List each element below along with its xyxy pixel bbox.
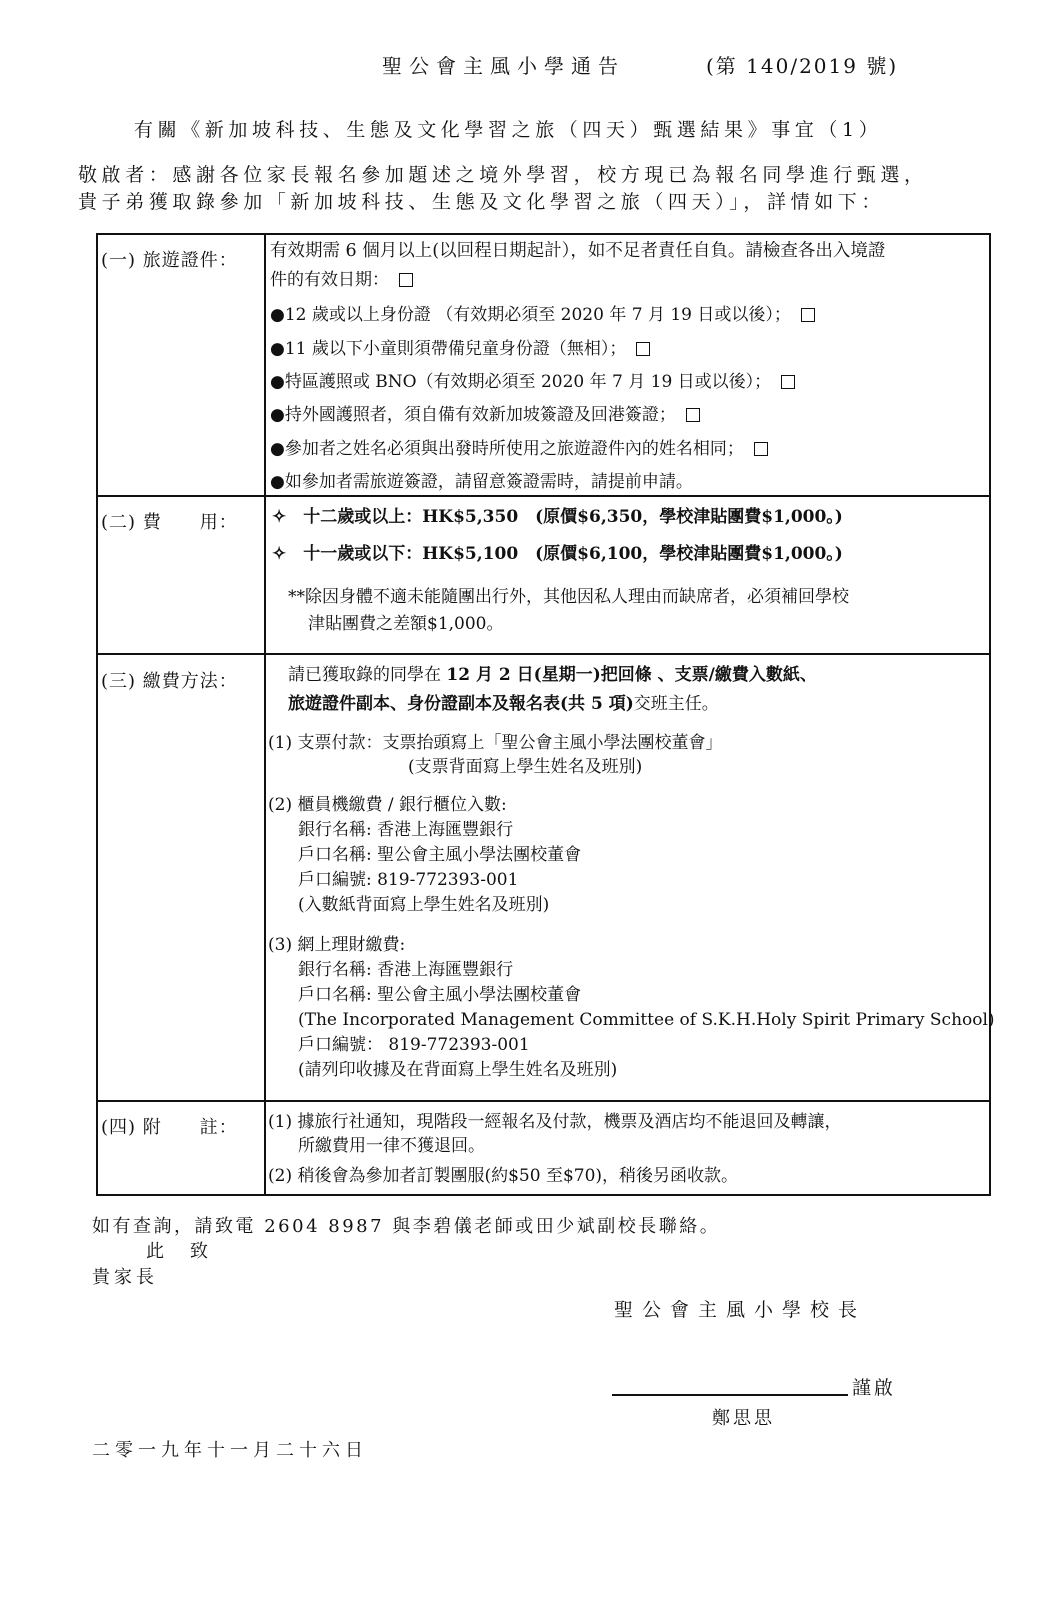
online-heading: (3) 網上理財繳費:	[268, 935, 406, 955]
note-2: (2) 稍後會為參加者訂製團服(約$50 至$70)，稍後另函收款。	[268, 1166, 739, 1186]
online-bank-name: 銀行名稱: 香港上海匯豐銀行	[298, 960, 514, 980]
atm-bank-name: 銀行名稱: 香港上海匯豐銀行	[298, 820, 514, 840]
payment-instruction-2: 旅遊證件副本、身份證副本及報名表(共 5 項)交班主任。	[288, 694, 719, 714]
notes-label: (四) 附 註：	[101, 1117, 238, 1138]
atm-account-number: 戶口編號: 819-772393-001	[298, 870, 519, 890]
travel-docs-line-2: 件的有效日期：	[270, 268, 413, 292]
note-1-line-1: (1) 據旅行社通知，現階段一經報名及付款，機票及酒店均不能退回及轉讓，	[268, 1112, 842, 1132]
atm-heading: (2) 櫃員機繳費 / 銀行櫃位入數:	[268, 795, 507, 815]
intro-line-1: 敬啟者：感謝各位家長報名參加題述之境外學習，校方現已為報名同學進行甄選，	[78, 164, 928, 186]
closing-cizhi: 此 致	[146, 1241, 212, 1262]
atm-note: (入數紙背面寫上學生姓名及班別)	[298, 895, 550, 915]
cheque-line-1: (1) 支票付款：支票抬頭寫上「聖公會主風小學法團校董會」	[268, 733, 723, 753]
fee-note-line-2: 津貼團費之差額$1,000。	[308, 614, 504, 634]
cheque-line-2: (支票背面寫上學生姓名及班別)	[408, 757, 643, 777]
checkbox[interactable]	[686, 408, 700, 422]
atm-account-name: 戶口名稱: 聖公會主風小學法團校董會	[298, 845, 582, 865]
intro-line-2: 貴子弟獲取錄參加「新加坡科技、生態及文化學習之旅（四天）」，詳情如下：	[78, 191, 886, 213]
fee-item-2: ✧ 十一歲或以下：HK$5,100 (原價$6,100，學校津貼團費$1,000。)	[272, 544, 843, 564]
payment-label: (三) 繳費方法：	[101, 671, 238, 692]
note-1-line-2: 所繳費用一律不獲退回。	[298, 1136, 485, 1156]
notice-date: 二零一九年十一月二十六日	[92, 1440, 368, 1461]
travel-docs-item-5: ●參加者之姓名必須與出發時所使用之旅遊證件內的姓名相同；	[270, 437, 768, 461]
travel-docs-item-4: ●持外國護照者，須自備有效新加坡簽證及回港簽證；	[270, 403, 700, 427]
travel-docs-item-1: ●12 歲或以上身份證 （有效期必須至 2020 年 7 月 19 日或以後）；	[270, 303, 815, 327]
notice-number: (第 140/2019 號)	[706, 54, 899, 78]
online-account-name: 戶口名稱: 聖公會主風小學法團校董會	[298, 985, 582, 1005]
signature-line	[612, 1394, 848, 1396]
travel-docs-line-1: 有效期需 6 個月以上(以回程日期起計），如不足者責任自負。請檢查各出入境證	[270, 241, 886, 261]
closing-parent: 貴家長	[92, 1267, 158, 1288]
principal-title: 聖公會主風小學校長	[614, 1299, 867, 1321]
travel-docs-item-6: ●如參加者需旅遊簽證，請留意簽證需時，請提前申請。	[270, 472, 693, 492]
payment-instruction-1: 請已獲取錄的同學在 12 月 2 日(星期一)把回條 、支票/繳費入數紙、	[288, 665, 817, 685]
fee-note-line-1: **除因身體不適未能隨團出行外，其他因私人理由而缺席者，必須補回學校	[288, 587, 849, 607]
closing-jinqi: 謹啟	[852, 1377, 897, 1399]
notice-title: 聖公會主風小學通告	[382, 54, 625, 78]
online-account-english: (The Incorporated Management Committee of S.K.H.Holy Spirit Primary School)	[298, 1010, 995, 1030]
principal-name: 鄭思思	[712, 1408, 775, 1429]
online-note: (請列印收據及在背面寫上學生姓名及班別)	[298, 1060, 618, 1080]
checkbox[interactable]	[781, 375, 795, 389]
checkbox[interactable]	[801, 308, 815, 322]
online-account-number: 戶口編號： 819-772393-001	[298, 1035, 530, 1055]
enquiry-line: 如有查詢，請致電 2604 8987 與李碧儀老師或田少斌副校長聯絡。	[92, 1216, 721, 1237]
fees-label: (二) 費 用：	[101, 512, 238, 533]
travel-docs-item-3: ●特區護照或 BNO（有效期必須至 2020 年 7 月 19 日或以後）；	[270, 370, 795, 394]
checkbox[interactable]	[754, 442, 768, 456]
notice-subject: 有關《新加坡科技、生態及文化學習之旅（四天）甄選結果》事宜（1）	[134, 119, 883, 141]
fee-item-1: ✧ 十二歲或以上：HK$5,350 (原價$6,350，學校津貼團費$1,000。)	[272, 507, 843, 527]
checkbox[interactable]	[399, 273, 413, 287]
checkbox[interactable]	[636, 342, 650, 356]
travel-docs-item-2: ●11 歲以下小童則須帶備兒童身份證（無相）；	[270, 337, 650, 361]
travel-docs-label: (一) 旅遊證件：	[101, 250, 238, 271]
